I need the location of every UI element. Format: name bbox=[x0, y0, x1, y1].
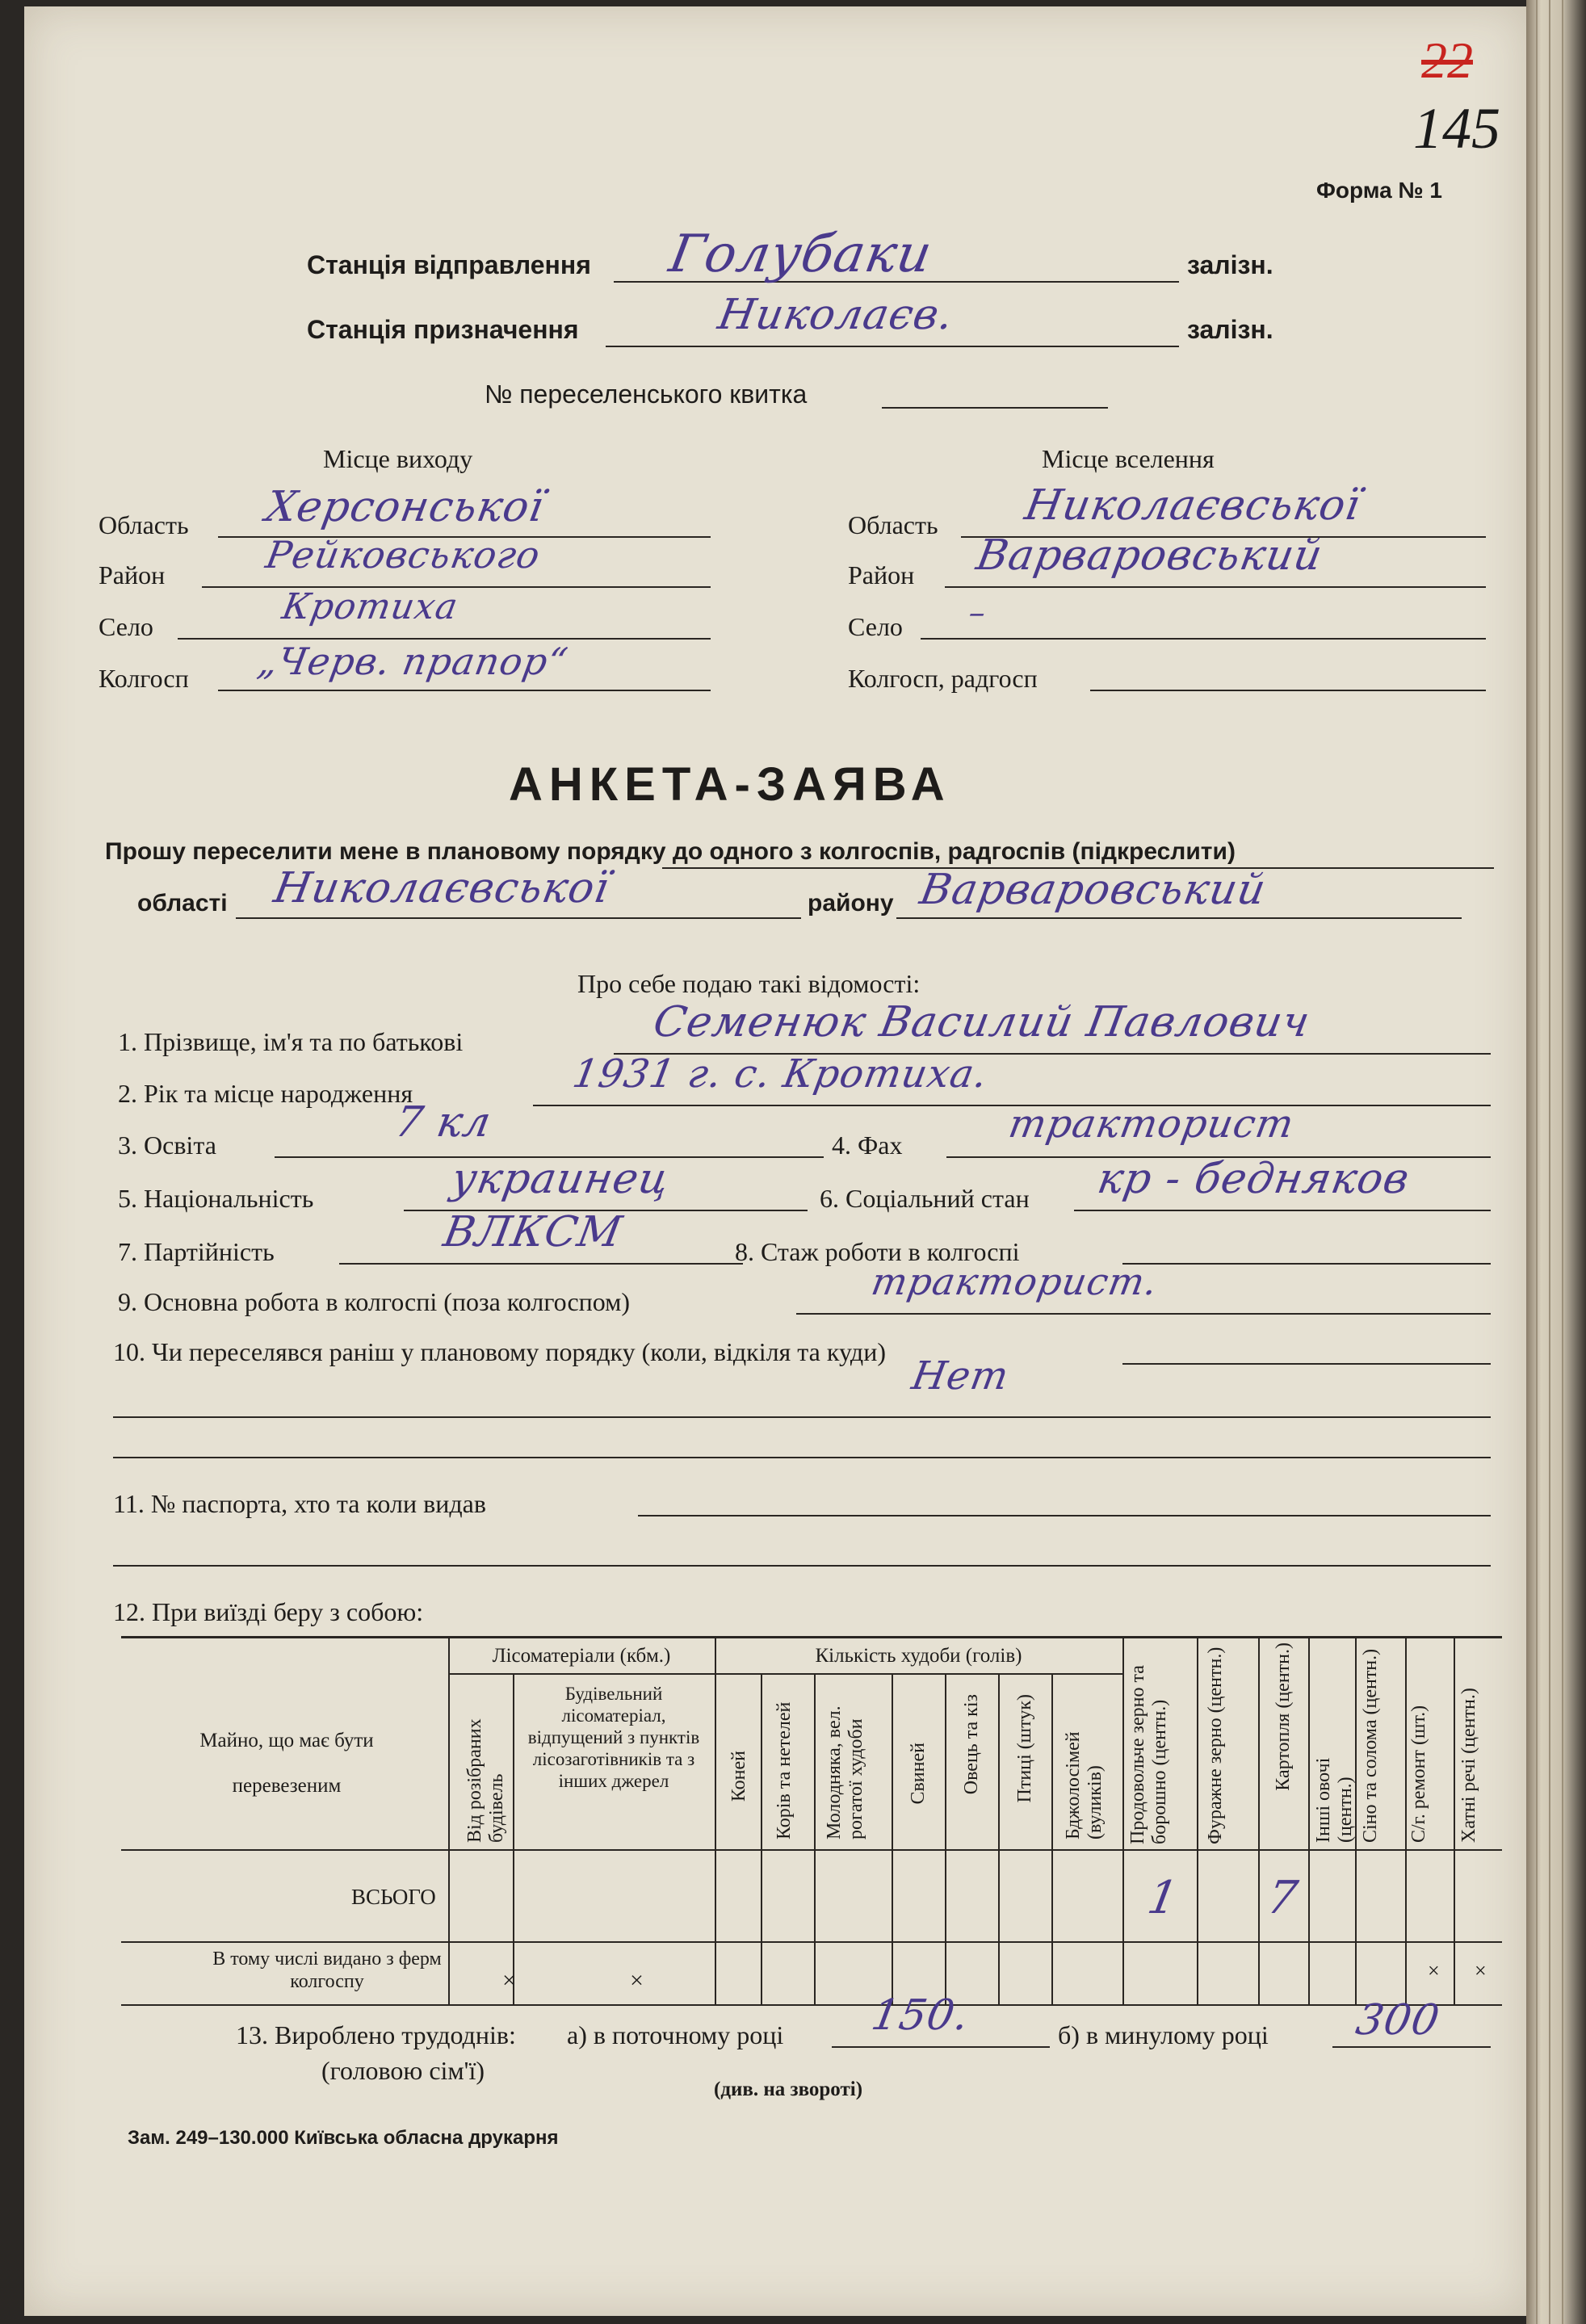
table-col-divider bbox=[1308, 1636, 1310, 2004]
field-3-label: 3. Освіта bbox=[118, 1131, 216, 1160]
table-col-divider bbox=[1122, 1636, 1124, 2004]
field-6-label: 6. Соціальний стан bbox=[820, 1184, 1030, 1213]
field-5-label: 5. Національність bbox=[118, 1184, 314, 1213]
field-4-label: 4. Фах bbox=[832, 1131, 903, 1160]
field-9-value: тракторист. bbox=[868, 1260, 1162, 1303]
field-1-value: Семенюк Василий Павлович bbox=[649, 998, 1314, 1047]
table-farm-bottom bbox=[121, 2004, 1502, 2006]
workdays-sub: (головою сім'ї) bbox=[321, 2056, 485, 2085]
table-cross-mark: × bbox=[502, 1967, 516, 1994]
table-top-border bbox=[121, 1636, 1502, 1638]
table-col-lumber-dismantled: Від розібраних будівель bbox=[464, 1718, 507, 1843]
field-10-value: Нет bbox=[908, 1353, 1013, 1399]
request-oblast-label: області bbox=[137, 890, 228, 917]
table-col-divider bbox=[1051, 1673, 1053, 2004]
field-3-value: 7 кл bbox=[391, 1098, 496, 1147]
field-11-label: 11. № паспорта, хто та коли видав bbox=[113, 1489, 486, 1518]
origin-selo-value: Кротиха bbox=[279, 586, 462, 627]
workdays-current-label: а) в поточному році bbox=[567, 2020, 784, 2049]
table-cross-mark: × bbox=[1475, 1959, 1487, 1982]
origin-kolhosp-label: Колгосп bbox=[99, 664, 189, 693]
settle-kolhosp-line bbox=[1090, 690, 1486, 691]
ticket-label: № переселенського квитка bbox=[485, 380, 808, 409]
table-livestock-group-line bbox=[715, 1673, 1122, 1675]
table-row-farm-label: В тому числі видано з ферм колгоспу bbox=[212, 1949, 442, 1992]
origin-raion-label: Район bbox=[99, 560, 166, 589]
field-9-label: 9. Основна робота в колгоспі (поза колгоспом) bbox=[118, 1287, 631, 1316]
origin-raion-value: Рейковського bbox=[262, 533, 544, 577]
field-2-value: 1931 г. с. Кротиха. bbox=[569, 1051, 992, 1097]
table-cross-mark: × bbox=[630, 1967, 644, 1994]
field-10-extra-line-1 bbox=[113, 1416, 1491, 1418]
origin-oblast-value: Херсонської bbox=[262, 483, 548, 531]
table-col-lumber-issued: Будівельний лісоматеріал, відпущений з пунктів лісозаготівників та з інших джерел bbox=[527, 1684, 700, 1791]
destination-label: Станція призначення bbox=[307, 315, 579, 344]
table-row-total-label: ВСЬОГО bbox=[351, 1885, 436, 1909]
see-back-note: (див. на звороті) bbox=[714, 2079, 863, 2100]
table-col-pigs: Свиней bbox=[908, 1743, 929, 1805]
table-lumber-group-line bbox=[448, 1673, 715, 1675]
workdays-previous-label: б) в минулому році bbox=[1058, 2020, 1269, 2049]
ticket-line bbox=[882, 407, 1108, 409]
field-5-value: украинец bbox=[447, 1155, 673, 1203]
origin-selo-label: Село bbox=[99, 612, 153, 641]
table-col-food-grain: Продовольче зерно та борошно (центн.) bbox=[1127, 1665, 1170, 1844]
request-text: Прошу переселити мене в плановому порядку до одного з колгоспів, радгоспів (підкреслити) bbox=[105, 838, 1236, 865]
departure-rail-label: залізн. bbox=[1187, 250, 1273, 279]
table-cross-mark: × bbox=[1428, 1959, 1440, 1982]
departure-label: Станція відправлення bbox=[307, 250, 591, 279]
workdays-label: 13. Вироблено трудоднів: bbox=[236, 2020, 516, 2049]
field-10-line bbox=[1122, 1363, 1491, 1365]
workdays-previous-value: 300 bbox=[1352, 1996, 1444, 2045]
table-col-poultry: Птиці (штук) bbox=[1014, 1694, 1035, 1803]
request-oblast-line bbox=[236, 917, 801, 919]
departure-value: Голубаки bbox=[665, 224, 937, 284]
settle-raion-value: Варваровський bbox=[972, 531, 1327, 580]
request-oblast-value: Николаєвської bbox=[270, 864, 614, 912]
settle-raion-line bbox=[945, 586, 1486, 588]
destination-value: Николаєв. bbox=[714, 291, 958, 339]
table-col-divider bbox=[761, 1673, 762, 2004]
origin-oblast-label: Область bbox=[99, 510, 189, 539]
table-col-bees: Бджолосімей (вуликів) bbox=[1063, 1731, 1106, 1839]
table-col-divider bbox=[945, 1673, 946, 2004]
print-info: Зам. 249–130.000 Київська обласна друкарня bbox=[128, 2127, 559, 2149]
workdays-previous-line bbox=[1332, 2046, 1491, 2048]
field-6-value: кр - бедняков bbox=[1093, 1155, 1414, 1203]
field-10-extra-line-2 bbox=[113, 1457, 1491, 1458]
field-7-label: 7. Партійність bbox=[118, 1237, 275, 1266]
request-raion-line bbox=[896, 917, 1462, 919]
table-col-divider bbox=[1258, 1636, 1260, 2004]
archive-number: 145 bbox=[1413, 96, 1500, 161]
archive-number-crossed: 22 bbox=[1421, 31, 1473, 89]
binder-line bbox=[1549, 0, 1550, 2324]
table-col-potato: Картопля (центн.) bbox=[1273, 1642, 1294, 1791]
table-col-vegetables: Інші овочі (центн.) bbox=[1313, 1757, 1356, 1843]
settle-selo-label: Село bbox=[848, 612, 903, 641]
binder-edge bbox=[1526, 0, 1586, 2324]
field-11-extra-line bbox=[113, 1565, 1491, 1567]
table-col-cows: Корів та нетелей bbox=[774, 1701, 795, 1839]
field-7-value: ВЛКСМ bbox=[439, 1208, 627, 1256]
form-page bbox=[24, 6, 1526, 2316]
table-total-potato: 7 bbox=[1263, 1872, 1303, 1924]
workdays-current-value: 150. bbox=[867, 1991, 974, 2040]
table-col-sheep: Овець та кіз bbox=[961, 1694, 982, 1795]
table-col-household: Хатні речі (центн.) bbox=[1458, 1688, 1479, 1843]
table-col-divider bbox=[1454, 1636, 1455, 2004]
field-7-line bbox=[339, 1263, 743, 1265]
field-8-line bbox=[1122, 1263, 1491, 1265]
table-col-divider bbox=[513, 1673, 514, 2004]
form-title: АНКЕТА-ЗАЯВА bbox=[509, 758, 951, 811]
table-livestock-group: Кількість худоби (голів) bbox=[815, 1645, 1022, 1667]
origin-kolhosp-value: „Черв. прапор“ bbox=[254, 640, 572, 683]
field-1-label: 1. Прізвище, ім'я та по батькові bbox=[118, 1027, 464, 1056]
settle-raion-label: Район bbox=[848, 560, 915, 589]
settle-selo-value: – bbox=[965, 594, 990, 631]
origin-kolhosp-line bbox=[218, 690, 711, 691]
settle-oblast-value: Николаєвської bbox=[1021, 481, 1365, 530]
field-2-label: 2. Рік та місце народження bbox=[118, 1079, 413, 1108]
request-raion-value: Варваровський bbox=[916, 866, 1270, 914]
binder-line bbox=[1536, 0, 1538, 2324]
table-col-horses: Коней bbox=[728, 1751, 749, 1802]
table-col-divider bbox=[998, 1673, 1000, 2004]
table-col-fodder: Фуражне зерно (центн.) bbox=[1205, 1647, 1226, 1844]
table-col-divider bbox=[1197, 1636, 1198, 2004]
binder-line bbox=[1562, 0, 1563, 2324]
table-row-header: Майно, що має бути перевезеним bbox=[199, 1730, 374, 1797]
settle-oblast-label: Область bbox=[848, 510, 938, 539]
settle-selo-line bbox=[921, 638, 1486, 640]
field-8-label: 8. Стаж роботи в колгоспі bbox=[735, 1237, 1020, 1266]
table-col-divider bbox=[1405, 1636, 1407, 2004]
form-number: Форма № 1 bbox=[1316, 178, 1442, 203]
workdays-current-line bbox=[832, 2046, 1050, 2048]
table-col-repair: С/г. ремонт (шт.) bbox=[1408, 1705, 1429, 1843]
table-col-divider bbox=[892, 1673, 893, 2004]
table-col-hay: Сіно та солома (центн.) bbox=[1360, 1648, 1381, 1843]
field-11-line bbox=[638, 1515, 1491, 1516]
destination-line bbox=[606, 346, 1179, 347]
request-raion-label: району bbox=[808, 890, 894, 917]
field-12-label: 12. При виїзді беру з собою: bbox=[113, 1597, 424, 1626]
field-6-line bbox=[1074, 1210, 1491, 1211]
field-9-line bbox=[796, 1313, 1491, 1315]
settle-kolhosp-label: Колгосп, радгосп bbox=[848, 664, 1038, 693]
table-lumber-group: Лісоматеріали (кбм.) bbox=[492, 1645, 671, 1667]
origin-heading: Місце виходу bbox=[323, 444, 473, 473]
table-header-bottom bbox=[121, 1849, 1502, 1851]
field-4-value: тракторист bbox=[1005, 1101, 1298, 1147]
settle-heading: Місце вселення bbox=[1042, 444, 1215, 473]
field-10-label: 10. Чи переселявся раніш у плановому порядку (коли, відкіля та куди) bbox=[113, 1337, 886, 1366]
destination-rail-label: залізн. bbox=[1187, 315, 1273, 344]
table-total-grain: 1 bbox=[1143, 1872, 1183, 1924]
table-total-bottom bbox=[121, 1941, 1502, 1943]
table-col-divider bbox=[715, 1636, 716, 2004]
table-col-young-cattle: Молодняка, вел. рогатої худоби bbox=[824, 1705, 866, 1839]
info-intro: Про себе подаю такі відомості: bbox=[577, 969, 921, 998]
